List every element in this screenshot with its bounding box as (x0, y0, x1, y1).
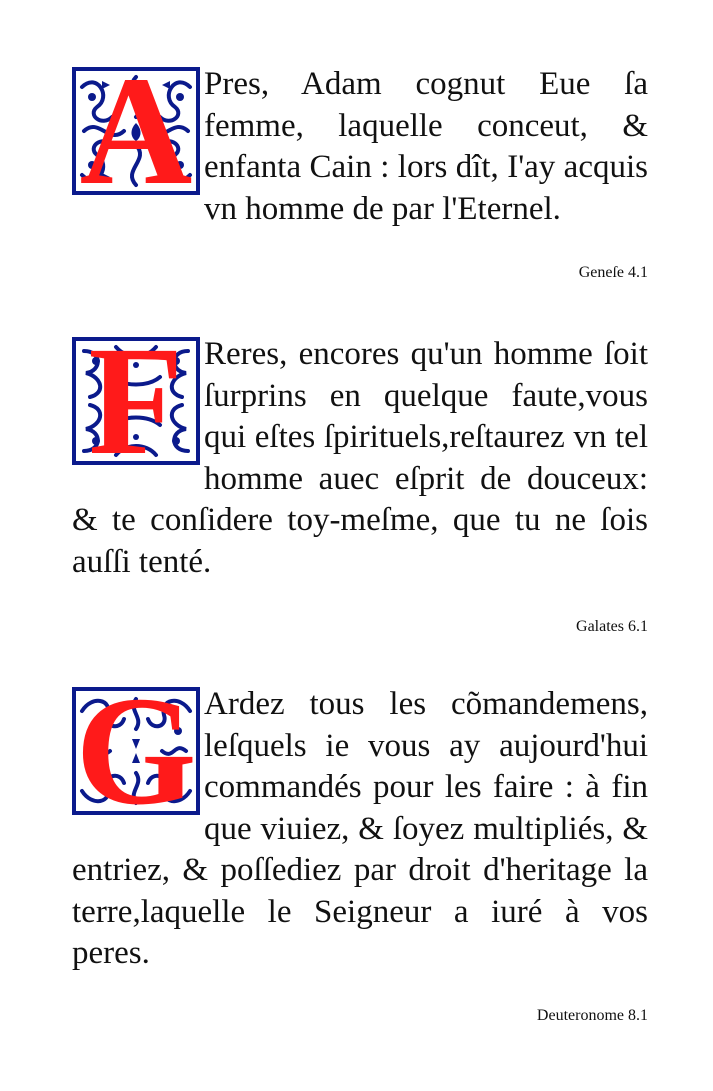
passage-galatians (72, 314, 648, 583)
ornamental-initial-g (72, 664, 200, 837)
initial-letter: A (79, 44, 193, 217)
passage-text: Reres, encores qu'un homme ſoit ſurprins en quelque faute,vous qui eſtes ſpirituels,reſtaurez vn tel homme auec eſprit de douceux: & te conſidere toy-meſme, que tu ne ſois auſſi tenté. (72, 336, 648, 580)
scripture-reference: Deuteronome 8.1 (536, 1007, 648, 1024)
page (72, 0, 648, 1091)
passage-genesis (72, 44, 648, 230)
passage-deuteronomy (72, 664, 648, 975)
passage-text: Ardez tous les cõmandemens, leſquels ie vous ay aujourd'hui commandés pour les faire : à fin que viuiez, & ſoyez multipliés, & entriez, & poſſediez par droit d'heritage la terre,laquelle le Seigneur a iuré à vos peres. (72, 686, 648, 971)
scripture-reference: Geneſe 4.1 (578, 264, 648, 281)
initial-letter: F (88, 314, 184, 487)
passage-text: Pres, Adam cognut Eue ſa femme, laquelle conceut, & enfanta Cain : lors dît, I'ay acquis vn homme de par l'Eternel. (204, 66, 648, 227)
initial-letter: G (75, 664, 197, 837)
ornamental-initial-a (72, 44, 200, 217)
ornamental-initial-f (72, 314, 200, 487)
scripture-reference: Galates 6.1 (576, 618, 648, 635)
